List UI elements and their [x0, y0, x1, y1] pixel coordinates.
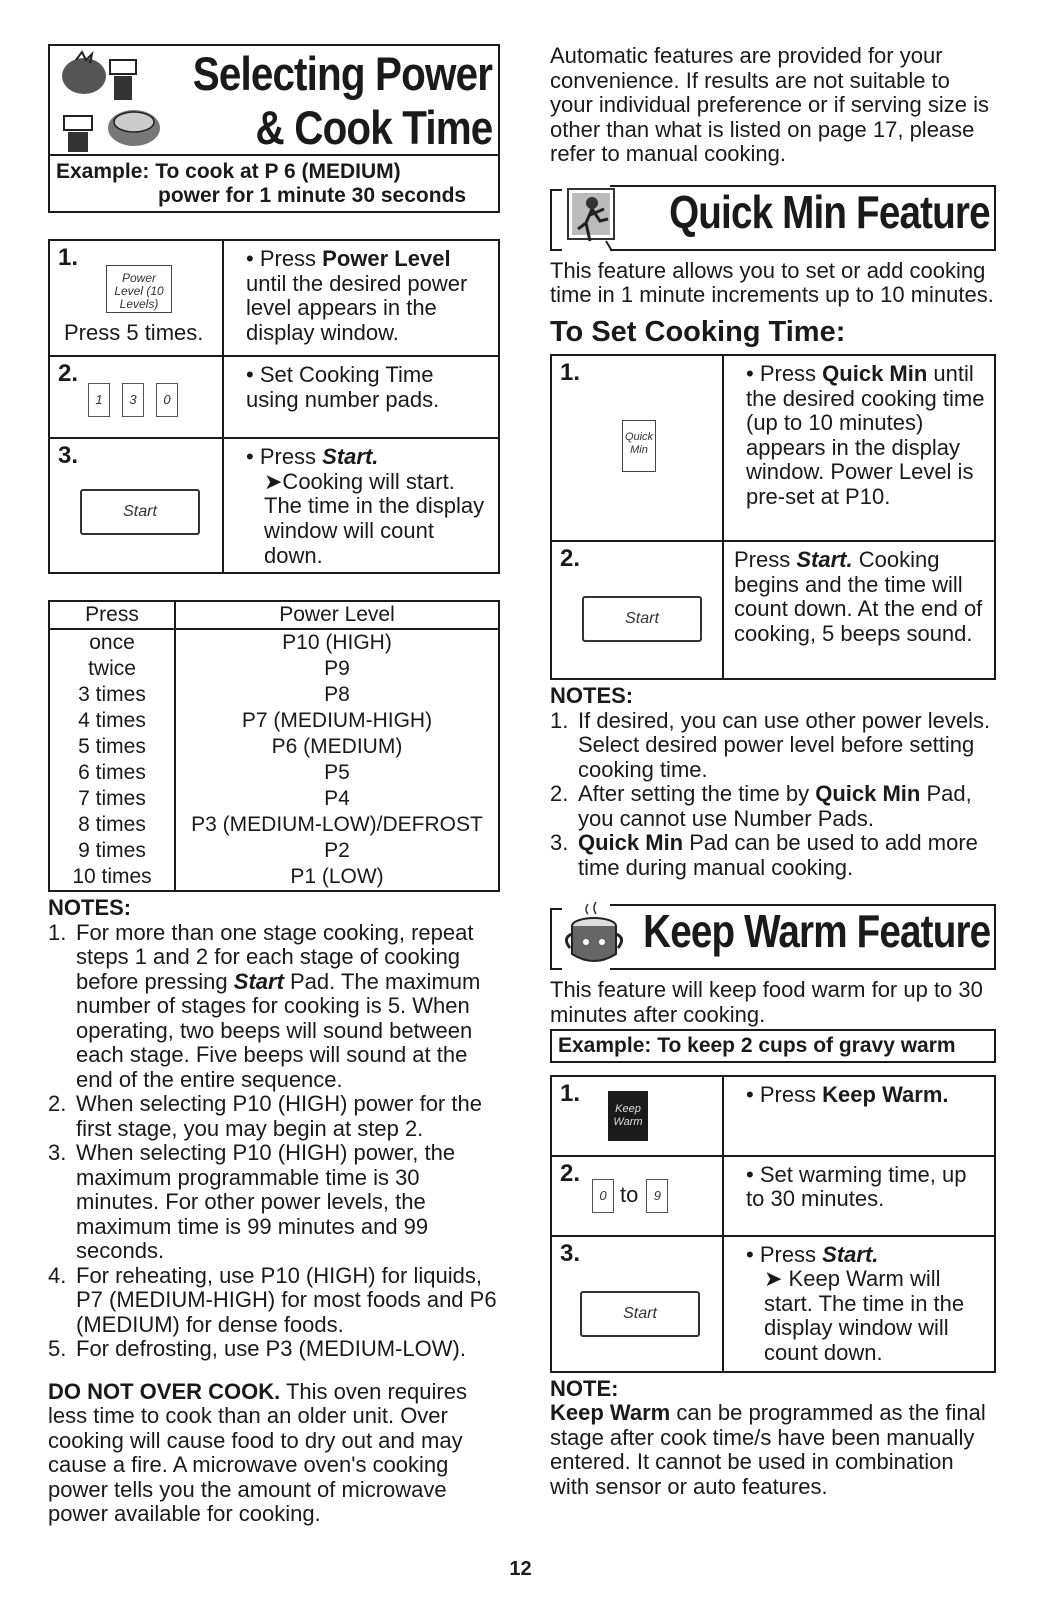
step-description: Press Start. Cooking begins and the time will count down. At the end of cooking, 5 beeps sound. [723, 541, 995, 679]
right-column [550, 44, 996, 1499]
example-box [48, 156, 500, 213]
step-description: • Press Power Level until the desired power level appears in the display window. [223, 240, 499, 356]
left-column [48, 44, 500, 1527]
power-table-header [49, 601, 499, 629]
step-cell [551, 1236, 723, 1372]
title-line-2: & Cook Time [255, 101, 492, 154]
number-pad-key: 9 [646, 1179, 668, 1213]
step-description: • Press Start. ➤Cooking will start. The time in the display window will count down. [223, 438, 499, 573]
gravy-pot-icon [562, 900, 628, 976]
quick-min-steps-table [550, 354, 996, 680]
step-description: • Press Keep Warm. [723, 1076, 995, 1156]
step-cell [551, 541, 723, 679]
step-cell [551, 355, 723, 541]
step-row [551, 355, 995, 541]
table-row: once P10 (HIGH) [49, 629, 499, 656]
title-line-1: Selecting Power [192, 47, 492, 100]
table-row: 3 times P8 [49, 682, 499, 708]
list-item: 3. When selecting P10 (HIGH) power, the maximum programmable time is 30 minutes. For other power levels, the maximum time is 99 minutes and 99 seconds. [48, 1140, 456, 1264]
step-number: 1. [58, 244, 79, 272]
number-pad-key: 0 [592, 1179, 614, 1213]
list-item: 2. After setting the time by Quick Min Pad, you cannot use Number Pads. [550, 781, 972, 831]
table-row: 10 times P1 (LOW) [49, 864, 499, 891]
step-cell [551, 1156, 723, 1236]
step-description: • Set Cooking Time using number pads. [223, 356, 499, 438]
keep-warm-key-icon: Keep Warm [608, 1091, 648, 1141]
quick-min-key-icon: Quick Min [622, 420, 656, 472]
step-row [49, 356, 499, 438]
list-item: 3. Quick Min Pad can be used to add more time during manual cooking. [550, 830, 978, 880]
list-item: 1. For more than one stage cooking, repeat steps 1 and 2 for each stage of cooking before pressing Start Pad. The maximum number of stages for cooking is 5. When operating, two beeps will sound between each stage. Five beeps will sound at the end of the entire sequence. [48, 919, 481, 1092]
table-row: 9 times P2 [49, 838, 499, 864]
to-set-cooking-time-heading: To Set Cooking Time: [550, 315, 846, 348]
step-row [49, 240, 499, 356]
table-row: 5 times P6 (MEDIUM) [49, 734, 499, 760]
list-item: 2. When selecting P10 (HIGH) power for the first stage, you may begin at step 2. [48, 1091, 482, 1141]
step-number: 3. [58, 442, 79, 470]
start-key-icon: Start [582, 596, 702, 642]
list-item: 4. For reheating, use P10 (HIGH) for liquids, P7 (MEDIUM-HIGH) for most foods and P6 (MEDIUM) for dense foods. [48, 1262, 497, 1337]
quick-min-description: This feature allows you to set or add cooking time in 1 minute increments up to 10 minutes. [550, 257, 994, 307]
step-cell [49, 356, 223, 438]
step-description: • Press Quick Min until the desired cooking time (up to 10 minutes) appears in the display window. Power Level is pre-set at P10. [723, 355, 995, 541]
start-key-icon: Start [80, 489, 200, 535]
quick-min-title-box [550, 181, 996, 257]
power-level-table [48, 600, 500, 892]
notes-list [48, 921, 500, 1362]
number-pad-key: 3 [122, 383, 144, 417]
quick-min-title: Quick Min Feature [669, 185, 990, 238]
keep-warm-title-box [550, 900, 996, 976]
number-pads [88, 383, 190, 417]
step-number: 1. [560, 1079, 581, 1107]
power-steps-table [48, 239, 500, 574]
step-row [551, 1236, 995, 1372]
notes-heading: NOTES: [550, 682, 634, 708]
step-cell [551, 1076, 723, 1156]
page-number: 12 [509, 1558, 532, 1580]
step-row [551, 541, 995, 679]
keep-warm-example: Example: To keep 2 cups of gravy warm [550, 1029, 996, 1063]
notes-list [550, 709, 996, 881]
number-pads [592, 1179, 680, 1213]
keep-warm-description: This feature will keep food warm for up to 30 minutes after cooking. [550, 977, 983, 1027]
quick-min-runner-icon [562, 181, 628, 257]
step-row [551, 1076, 995, 1156]
start-key-icon: Start [580, 1291, 700, 1337]
step-cell [49, 438, 223, 573]
keep-warm-title: Keep Warm Feature [642, 905, 990, 958]
example-line-1: Example: To cook at P 6 (MEDIUM) [56, 160, 401, 183]
intro-text: Automatic features are provided for your convenience. If results are not suitable to your individual preference or if serving size is other than what is listed on page 17, please refer to manual cooking. [550, 43, 989, 166]
table-row: twice P9 [49, 656, 499, 682]
vegetables-display-icon [54, 50, 204, 154]
number-pad-key: 0 [156, 383, 178, 417]
step-number: 2. [560, 1159, 581, 1187]
number-pad-key: 1 [88, 383, 110, 417]
step-number: 2. [58, 360, 79, 388]
step-description: • Set warming time, up to 30 minutes. [723, 1156, 995, 1236]
keep-warm-note: Keep Warm can be programmed as the final stage after cook time/s have been manually entered. It cannot be used in combination with sensor or auto features. [550, 1400, 986, 1499]
step-row [49, 438, 499, 573]
example-line-2: power for 1 minute 30 seconds [158, 183, 467, 207]
step-row [551, 1156, 995, 1236]
overcook-warning: DO NOT OVER COOK. This oven requires less time to cook than an older unit. Over cooking will cause food to dry out and may cause a fire. A microwave oven's cooking power tells you the amount of microwave power available for cooking. [48, 1378, 467, 1527]
table-row: 4 times P7 (MEDIUM-HIGH) [49, 708, 499, 734]
notes-heading: NOTES: [48, 895, 132, 921]
press-times-label: Press 5 times. [64, 320, 204, 346]
table-row: 8 times P3 (MEDIUM-LOW)/DEFROST [49, 812, 499, 838]
list-item: 1. If desired, you can use other power levels. Select desired power level before setting cooking time. [550, 707, 991, 782]
table-row: 7 times P4 [49, 786, 499, 812]
power-level-key-icon: Power Level (10 Levels) [106, 265, 172, 313]
table-row: 6 times P5 [49, 760, 499, 786]
header-power-level: Power Level [175, 601, 499, 629]
step-number: 3. [560, 1239, 581, 1267]
to-label: to [620, 1181, 639, 1207]
step-description: • Press Start. ➤ Keep Warm will start. The time in the display window will count down. [723, 1236, 995, 1372]
note-heading: NOTE: [550, 1375, 619, 1401]
step-cell [49, 240, 223, 356]
header-press: Press [49, 601, 175, 629]
step-number: 1. [560, 358, 581, 386]
selecting-power-title-box [48, 44, 500, 156]
keep-warm-steps-table [550, 1075, 996, 1373]
step-number: 2. [560, 544, 581, 572]
list-item: 5. For defrosting, use P3 (MEDIUM-LOW). [48, 1336, 466, 1362]
